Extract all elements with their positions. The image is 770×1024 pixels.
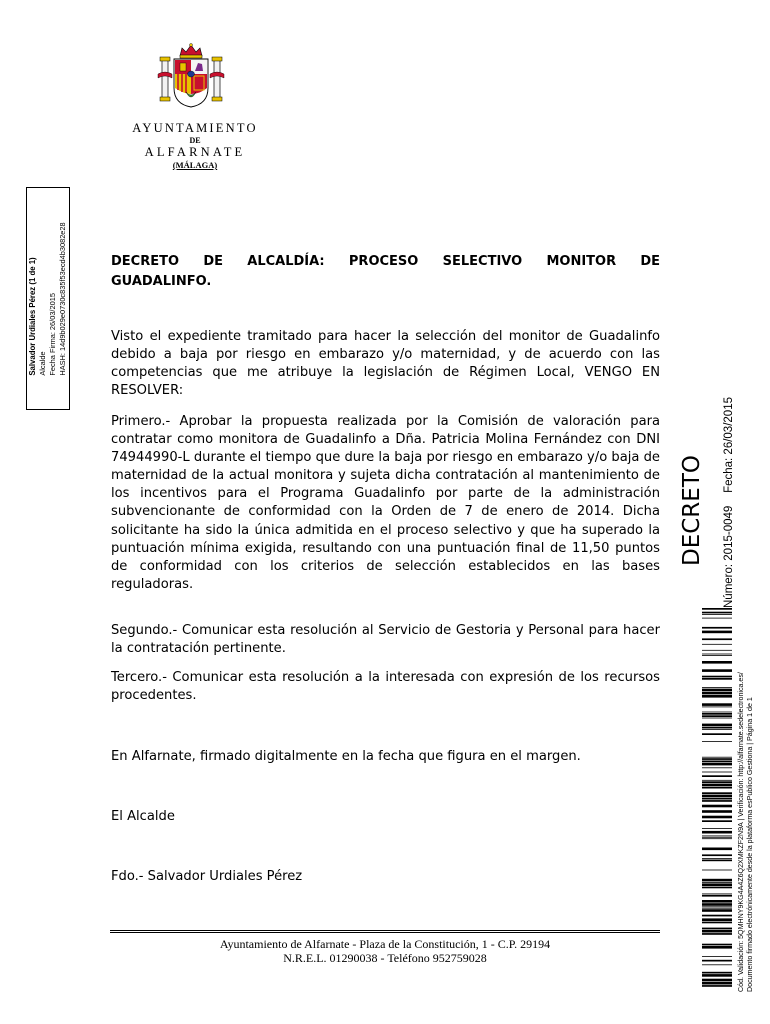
title-word: PROCESO — [348, 254, 419, 269]
signer-name: Salvador Urdiales Pérez (1 de 1) — [28, 256, 37, 376]
council-name-line3: ALFARNATE — [144, 145, 246, 159]
title-word: DECRETO — [111, 254, 180, 269]
intro-paragraph: Visto el expediente tramitado para hacer la selección del monitor de Guadalinfo debido a baja por riesgo en embarazo y/o maternidad, y de acuerdo con las competencias que me atribuye la legislación de Régimen Local, VENGO EN RESOLVER: — [111, 329, 660, 399]
footer-address: Ayuntamiento de Alfarnate - Plaza de la Constitución, 1 - C.P. 29194 — [219, 937, 551, 951]
decree-number-date — [722, 397, 736, 608]
electronic-signature-note: Documento firmado electrónicamente desde la plataforma esPublico Gestiona | Página 1 de 1 — [746, 697, 754, 992]
document-title — [111, 252, 660, 272]
barcode-icon — [702, 608, 732, 988]
document-title-line2: GUADALINFO. — [111, 274, 212, 289]
council-name-line1: AYUNTAMIENTO — [132, 121, 258, 135]
digital-signature-box — [26, 187, 70, 410]
coat-of-arms-icon — [156, 42, 226, 110]
council-province: (MÁLAGA) — [172, 160, 218, 170]
footer-divider — [110, 930, 660, 933]
signer-role: Alcalde — [38, 350, 47, 376]
footer-registry: N.R.E.L. 01290038 - Teléfono 952759028 — [283, 951, 487, 965]
resolution-first: Primero.- Aprobar la propuesta realizada por la Comisión de valoración para contratar como monitora de Guadalinfo a Dña. Patricia Molina Fernández con DNI 74944990-L durante el tiempo que dure la baja por riesgo en embarazo y/o baja de maternidad de la actual monitora y sujeta dicha contratación al mantenimiento de los incentivos para el Programa Guadalinfo por parte de la administración subvencionante de conformidad con la Orden de 7 de enero de 2014. Dicha solicitante ha sido la única admitida en el proceso selectivo y que ha superado la puntuación mínima exigida, resultando con una puntuación final de 11,50 puntos de conformidad con los criterios de selección establecidos en las bases reguladoras. — [111, 414, 660, 592]
verification-text — [737, 672, 755, 992]
signature-date: Fecha Firma: 26/03/2015 — [48, 292, 57, 376]
resolution-third: Tercero.- Comunicar esta resolución a la interesada con expresión de los recursos procedentes. — [111, 670, 660, 704]
signing-place: En Alfarnate, firmado digitalmente en la fecha que figura en el margen. — [111, 749, 581, 764]
signer-title: El Alcalde — [111, 809, 175, 824]
signer-signature: Fdo.- Salvador Urdiales Pérez — [111, 869, 303, 884]
title-word: SELECTIVO — [442, 254, 523, 269]
title-word: ALCALDÍA: — [247, 254, 325, 269]
signature-hash: HASH: 14d9b029e0730c835f53ecd4b3082e28 — [58, 221, 67, 376]
decree-number: Número: 2015-0049 — [723, 505, 735, 608]
council-name-line2: DE — [189, 136, 201, 145]
title-word: DE — [203, 254, 223, 269]
signature-text — [28, 222, 68, 375]
decree-label: DECRETO — [679, 455, 705, 566]
verification-code: Cód. Validación: 5QMHNY9KG4A4Z6Q2XMKZF2N9A | Verificación: http://alfarnate.sedelectronica.es/ — [737, 672, 745, 992]
resolution-second: Segundo.- Comunicar esta resolución al Servicio de Gestoria y Personal para hacer la contratación pertinente. — [111, 623, 660, 657]
title-word: DE — [640, 254, 661, 269]
decree-date: Fecha: 26/03/2015 — [723, 397, 735, 493]
title-word: MONITOR — [546, 254, 617, 269]
